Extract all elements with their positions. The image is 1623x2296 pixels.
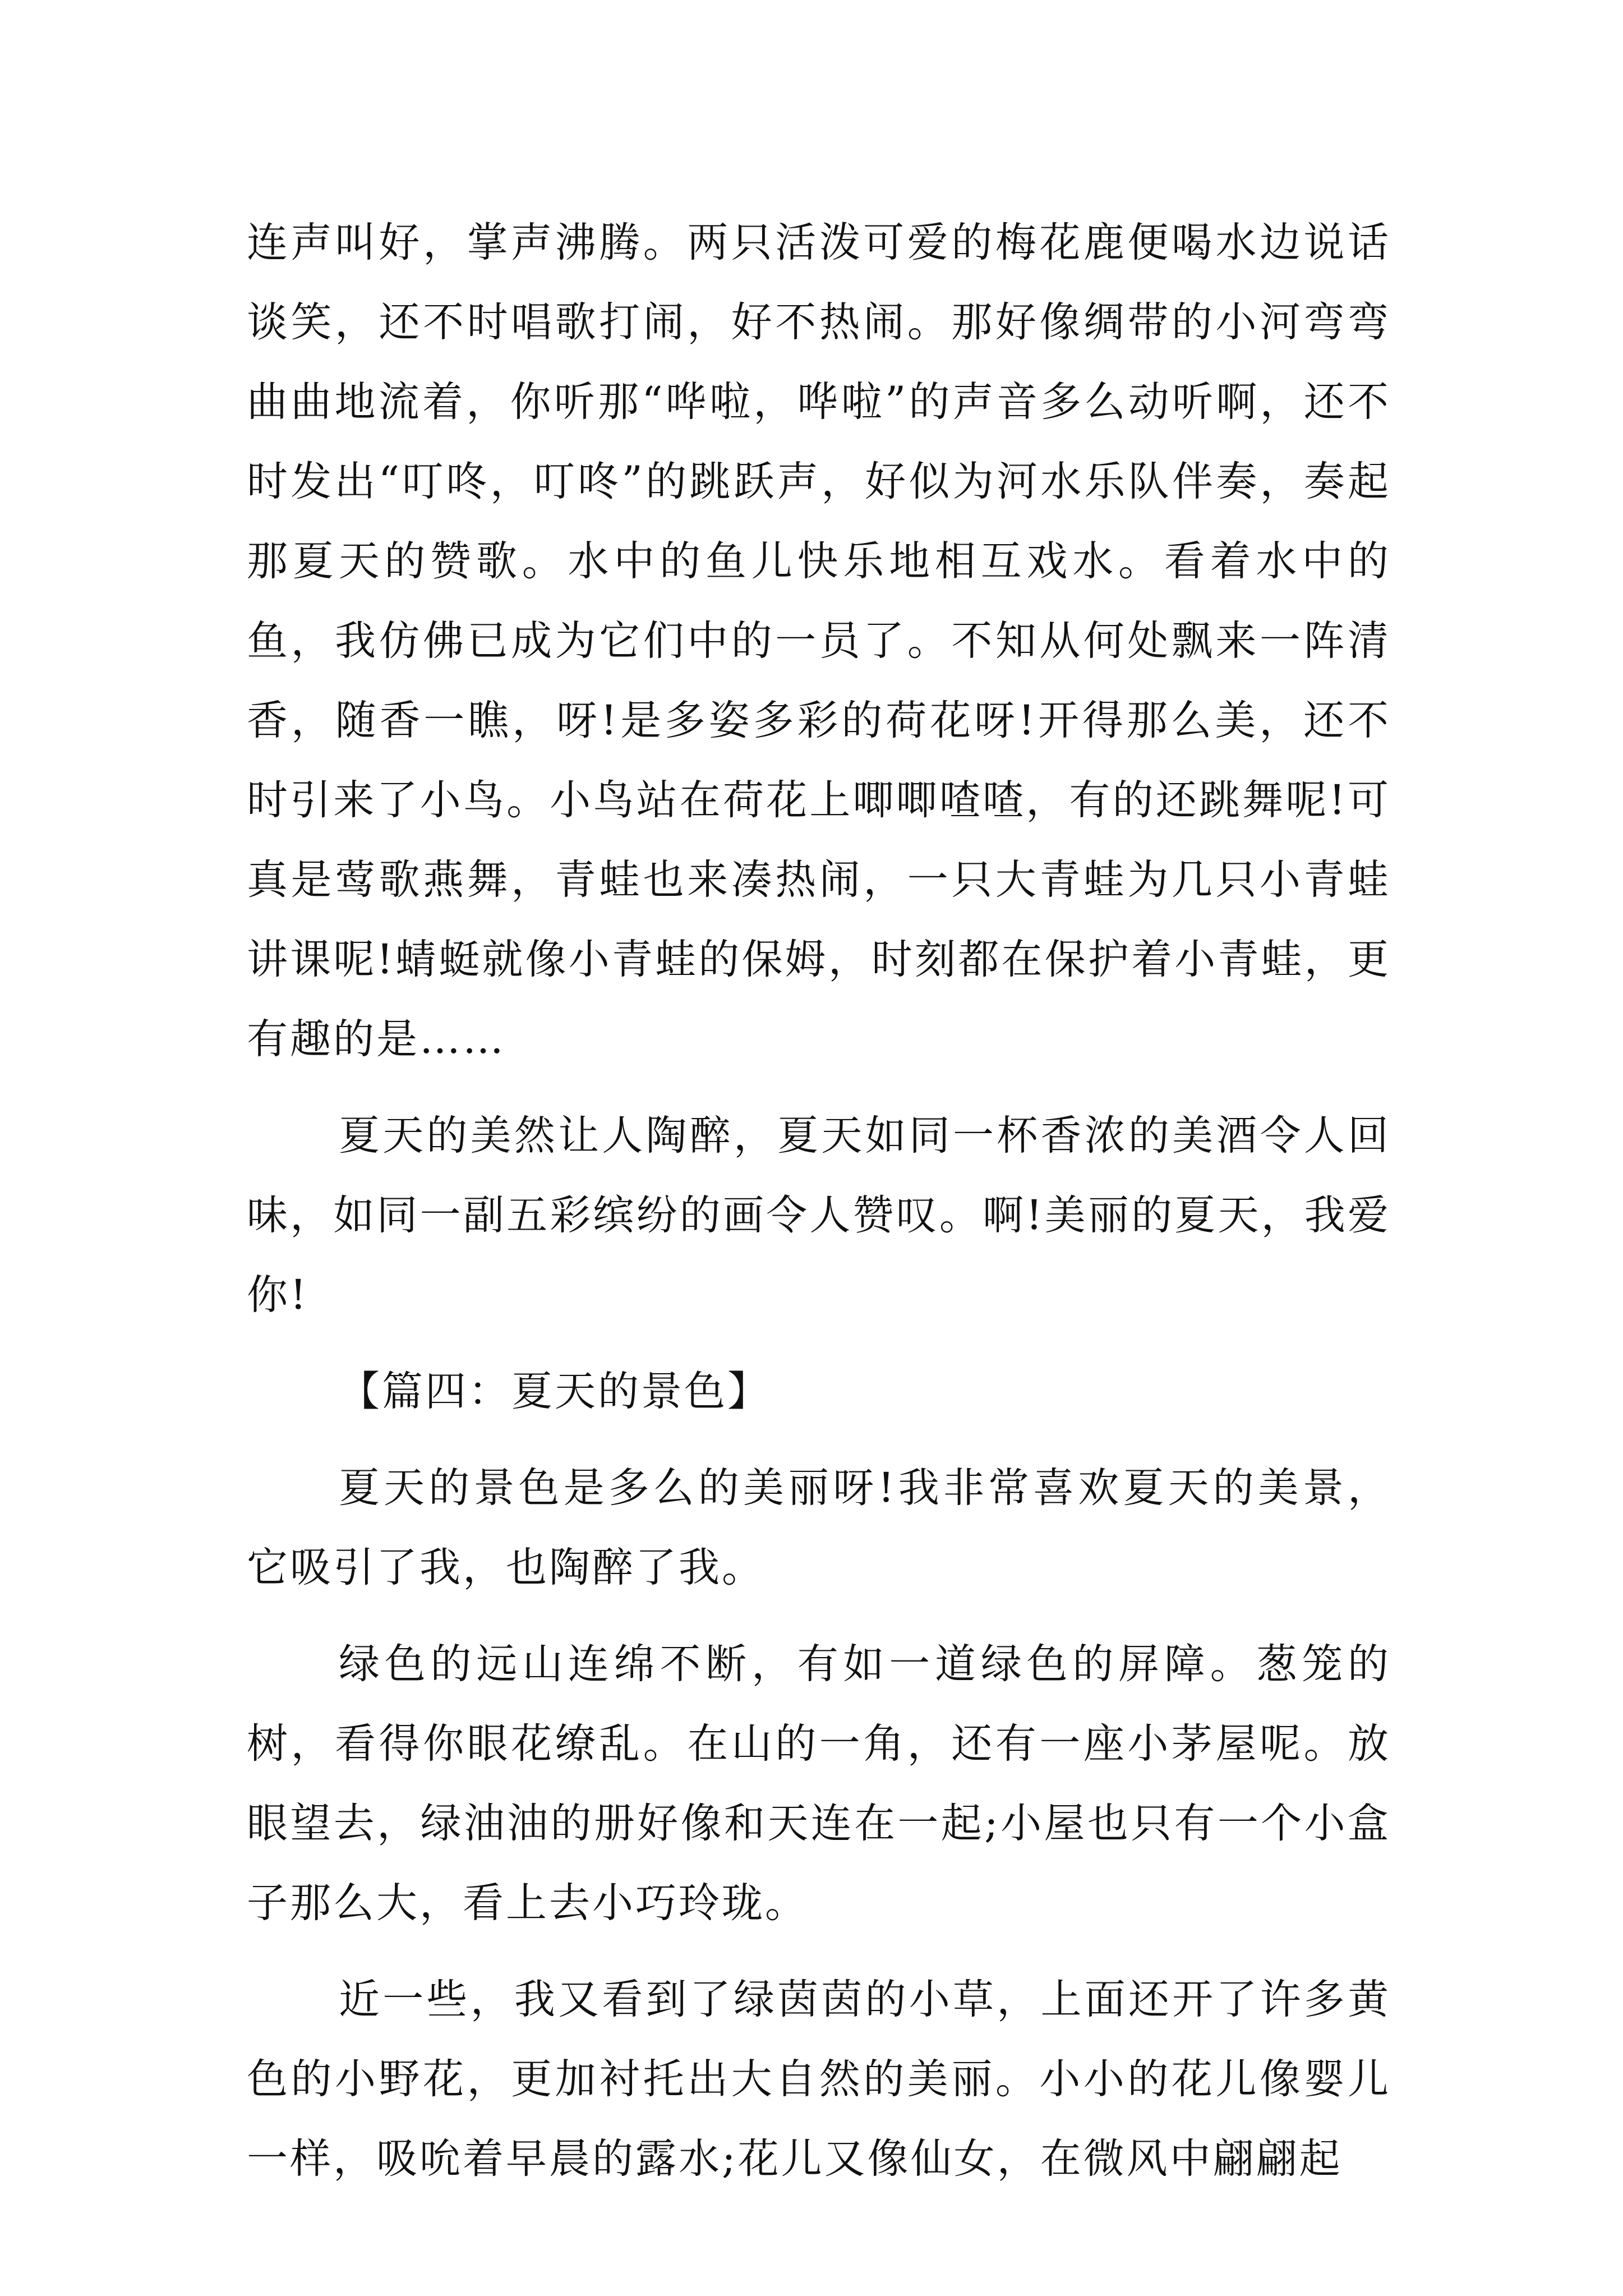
paragraph-5: 近一些，我又看到了绿茵茵的小草，上面还开了许多黄色的小野花，更加衬托出大自然的美丽。小小的花儿像婴儿一样，吸吮着早晨的露水;花儿又像仙女，在微风中翩翩起 <box>247 1976 1391 2183</box>
paragraph-2: 夏天的美然让人陶醉，夏天如同一杯香浓的美酒令人回味，如同一副五彩缤纷的画令人赞叹。啊!美丽的夏天，我爱你! <box>247 1112 1391 1319</box>
paragraph-4: 绿色的远山连绵不断，有如一道绿色的屏障。葱笼的树，看得你眼花缭乱。在山的一角，还有一座小茅屋呢。放眼望去，绿油油的册好像和天连在一起;小屋也只有一个小盒子那么大，看上去小巧玲珑。 <box>247 1640 1391 1927</box>
section-heading: 【篇四：夏天的景色】 <box>339 1368 771 1415</box>
document-body <box>247 203 1391 2199</box>
paragraph-3: 夏天的景色是多么的美丽呀!我非常喜欢夏天的美景，它吸引了我，也陶醉了我。 <box>247 1464 1391 1591</box>
paragraph-1: 连声叫好，掌声沸腾。两只活泼可爱的梅花鹿便喝水边说话谈笑，还不时唱歌打闹，好不热闹。那好像绸带的小河弯弯曲曲地流着，你听那“哗啦，哗啦”的声音多么动听啊，还不时发出“叮咚，叮咚”的跳跃声，好似为河水乐队伴奏，奏起那夏天的赞歌。水中的鱼儿快乐地相互戏水。看着水中的鱼，我仿佛已成为它们中的一员了。不知从何处飘来一阵清香，随香一瞧，呀!是多姿多彩的荷花呀!开得那么美，还不时引来了小鸟。小鸟站在荷花上唧唧喳喳，有的还跳舞呢!可真是莺歌燕舞，青蛙也来凑热闹，一只大青蛙为几只小青蛙讲课呢!蜻蜓就像小青蛙的保姆，时刻都在保护着小青蛙，更有趣的是…… <box>247 219 1391 1063</box>
